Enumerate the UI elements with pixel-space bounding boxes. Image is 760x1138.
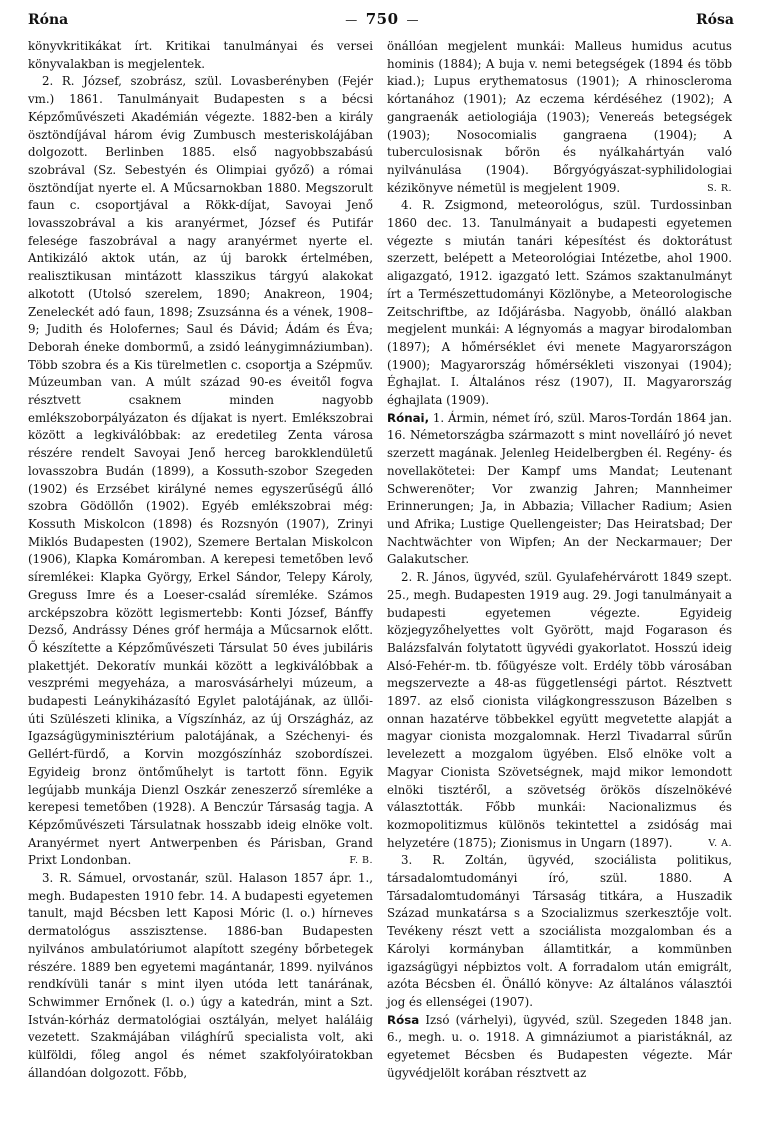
author-signature: S. R. <box>707 182 732 194</box>
running-head-left: Róna <box>28 12 69 28</box>
left-column <box>28 38 373 1082</box>
running-head-right: Rósa <box>696 12 734 28</box>
author-signature: F. B. <box>349 855 373 867</box>
entry-text: önállóan megjelent munkái: Malleus humidus acutus hominis (1884); A buja v. nemi betegségek (1894 és több kiad.); Lupus erythematosus (1901); A rhinoscleroma kórtanához (1901); Az eczema kérdéséhez (1902); A gangraenák aetiologiája (1903); Venereás betegségek (1903); Nosocomialis gangraena (1904); A tuberculosisnak bőrön és nyálkahártyán való nyilvánulása (1904). Bőrgyógyászat-syphilidologiai kézikönyve németül is megjelent 1909. <box>387 39 732 195</box>
entry-paragraph <box>387 197 732 409</box>
entry-text: 3. R. Zoltán, ügyvéd, szociálista politikus, társadalomtudományi író, szül. 1880. A Társadalomtudományi Társaság titkára, a Huszadik Század munkatársa s a Szocializmus szerkesztője volt. Tevékeny részt vett a szociálista mozgalomban és a Károlyi kormányban államtitkár, a kommünben igazságügyi népbiztos volt. A forradalom után emigrált, azóta Bécsben él. Önálló könyve: Az általános választói jog és ellenségei (1907). <box>387 853 732 1009</box>
entry-paragraph <box>28 73 373 870</box>
headword: Rónai, <box>387 410 430 425</box>
entry-paragraph <box>387 1012 732 1083</box>
entry-text: 2. R. János, ügyvéd, szül. Gyulafehérvárott 1849 szept. 25., megh. Budapesten 1919 aug. 29. Jogi tanulmányait a budapesti egyetemen végezte. Egyideig közjegyzőhelyettes volt Györött, majd Fogarason és Balázsfalván folytatott ügyvédi gyakorlatot. Hosszú ideig Alsó-Fehér-m. tb. főügyésze volt. Erdély több városában megszervezte a 48-as függetlenségi pártot. Résztvett 1897. az első cionista világkongresszuson Bázelben s onnan hazatérve többekkel együtt megvetette alapját a magyar cionista mozgalomnak. Herzl Tivadarral sűrűn levelezett a mozgalom ügyében. Első elnöke volt a Magyar Cionista Szövetségnek, majd mikor lemondott elnöki tisztéről, a szövetség örökös díszelnökévé választották. Főbb munkái: Nacionalizmus és kozmopolitizmus különös tekintettel a zsidóság mai helyzetére (1875); Zionismus in Ungarn (1897). <box>387 570 732 850</box>
entry-text: Izsó (várhelyi), ügyvéd, szül. Szegeden 1848 jan. 6., megh. u. o. 1918. A gimnáziumot a piaristáknál, az egyetemet Bécsben és Budapesten végezte. Már ügyvédjelölt korában résztvett az <box>387 1012 732 1080</box>
text-columns <box>28 38 734 1082</box>
right-column <box>387 38 732 1082</box>
author-signature: V. A. <box>708 837 732 849</box>
entry-paragraph <box>387 38 732 197</box>
entry-text: 3. R. Sámuel, orvostanár, szül. Halason 1857 ápr. 1., megh. Budapesten 1910 febr. 14. A budapesti egyetemen tanult, majd Bécsben lett Kaposi Móric (l. o.) hírneves dermatológus asszisztense. 1886-ban Budapesten nyilvános ambulatóriumot alapított szegény bőrbetegek részére. 1889 ben egyetemi magántanár, 1899. nyilvános rendkívüli tanár s mint ilyen utóda lett tanárának, Schwimmer Ernőnek (l. o.) úgy a katedrán, mint a Szt. István-kórház dermatológiai osztályán, melyet haláláig vezetett. Szakmájában világhírű specialista volt, aki külföldi, főleg angol és német szakfolyóiratokban állandóan dolgozott. Főbb, <box>28 871 373 1080</box>
entry-paragraph <box>28 870 373 1082</box>
entry-paragraph <box>387 852 732 1011</box>
entry-text: könyvkritikákat írt. Kritikai tanulmányai és versei könyvalakban is megjelentek. <box>28 39 373 71</box>
page-header <box>28 10 734 32</box>
entry-paragraph <box>387 410 732 569</box>
entry-text: 1. Ármin, német író, szül. Maros-Tordán 1864 jan. 16. Németországba származott s mint novelláíró jó nevet szerzett magának. Jelenleg Heidelbergben él. Regény- és novellakötetei: Der Kampf ums Mandat; Leutenant Schwerenöter; Vor zwanzig Jahren; Mannheimer Erinnerungen; Ja, in Abbazia; Villacher Radium; Asien und Afrika; Lustige Quellengeister; Das Heiratsbad; Der Nachtwächter von Wipfen; An der Neckarmauer; Der Galakutscher. <box>387 410 732 567</box>
entry-paragraph <box>28 38 373 73</box>
entry-text: 4. R. Zsigmond, meteorológus, szül. Turdossinban 1860 dec. 13. Tanulmányait a budapesti egyetemen végezte s miután tanári képesítést és doktorátust szerzett, belépett a Meteorológiai Intézetbe, ahol 1900. aligazgató, 1912. igazgató lett. Számos szaktanulmányt írt a Természettudományi Közlönybe, a Meteorologische Zeitschriftbe, az Időjárásba. Nagyobb, önálló alakban megjelent munkái: A légnyomás a magyar birodalomban (1897); A hőmérséklet évi menete Magyarországon (1900); Magyarország hőmérsékleti viszonyai (1904); Éghajlat. I. Általános rész (1907), II. Magyarország éghajlata (1909). <box>387 198 732 408</box>
page-number: — 750 — <box>337 10 427 28</box>
entry-paragraph <box>387 569 732 852</box>
entry-text: 2. R. József, szobrász, szül. Lovasberényben (Fejér vm.) 1861. Tanulmányait Budapesten s a bécsi Képzőművészeti Akadémián végezte. 1882-ben a király ösztöndíjával három évig Zumbusch mesteriskolájában dolgozott. Berlinben 1885. első nagyobbszabású szobrával (Sz. Sebestyén és Olimpiai győző) a római ösztöndíjat nyerte el. A Műcsarnokban 1880. Megszorult faun c. csoportjával a Rökk-díjat, Savoyai Jenő lovasszobrával a kis aranyérmet, József és Putifár felesége faszobrával a nagy aranyérmet nyerte el. Antikizáló aktok után, az új barokk értelmében, realisztikusan mintázott klasszikus tárgyú alakokat alkotott (Utolsó szerelem, 1890; Anakreon, 1904; Zeneleckét adó faun, 1898; Zsuzsánna és a vének, 1908–9; Judith és Holofernes; Saul és Dávid; Ádám és Éva; Deborah éneke dombormű, a zsidó leánygimnáziumban). Több szobra és a Kis türelmetlen c. csoportja a Szépműv. Múzeumban van. A múlt század 90-es éveitől fogva résztvett csaknem minden nagyobb emlékszoborpályázaton és díjakat is nyert. Emlékszobrai között a legkiválóbbak: az eredetileg Zenta városa részére rendelt Savoyai Jenő herceg barokklendületű lovasszobra Budán (1899), a Kossuth-szobor Szegeden (1902) és Erzsébet királyné nemes egyszerűségű álló szobra Gödöllőn (1902). Egyéb emlékszobrai még: Kossuth Miskolcon (1898) és Rozsnyón (1907), Zrinyi Miklós Budapesten (1902), Szemere Bertalan Miskolcon (1906), Klapka Komáromban. A kerepesi temetőben levő síremlékei: Klapka György, Erkel Sándor, Telepy Károly, Greguss Imre és a Loeser-család síremléke. Számos arcképszobra között legismertebb: Konti József, Bánffy Dezső, Andrássy Dénes gróf hermája a Műcsarnok előtt. Ő készítette a Képzőművészeti Társulat 50 éves jubiláris plakettjét. Dekoratív munkái között a legkiválóbbak a veszprémi megyeháza, a marosvásárhelyi múzeum, a budapesti Leánykiházasító Egylet palotájának, az üllői-úti Szülészeti klinika, a Vígszínház, az új Országház, az Igazságügyminisztérium palotájának, a Széchenyi- és Gellért-fürdő, a Korvin mozgószínház szobordíszei. Egyideig bronz öntőműhelyt is tartott fönn. Egyik legújabb munkája Dienzl Oszkár zeneszerző síremléke a kerepesi temetőben (1928). A Benczúr Társaság tagja. A Képzőművészeti Társulatnak hosszabb ideig elnöke volt. Aranyérmet nyert Antwerpenben és Párisban, Grand Prixt Londonban. <box>28 74 373 868</box>
headword: Rósa <box>387 1012 420 1027</box>
